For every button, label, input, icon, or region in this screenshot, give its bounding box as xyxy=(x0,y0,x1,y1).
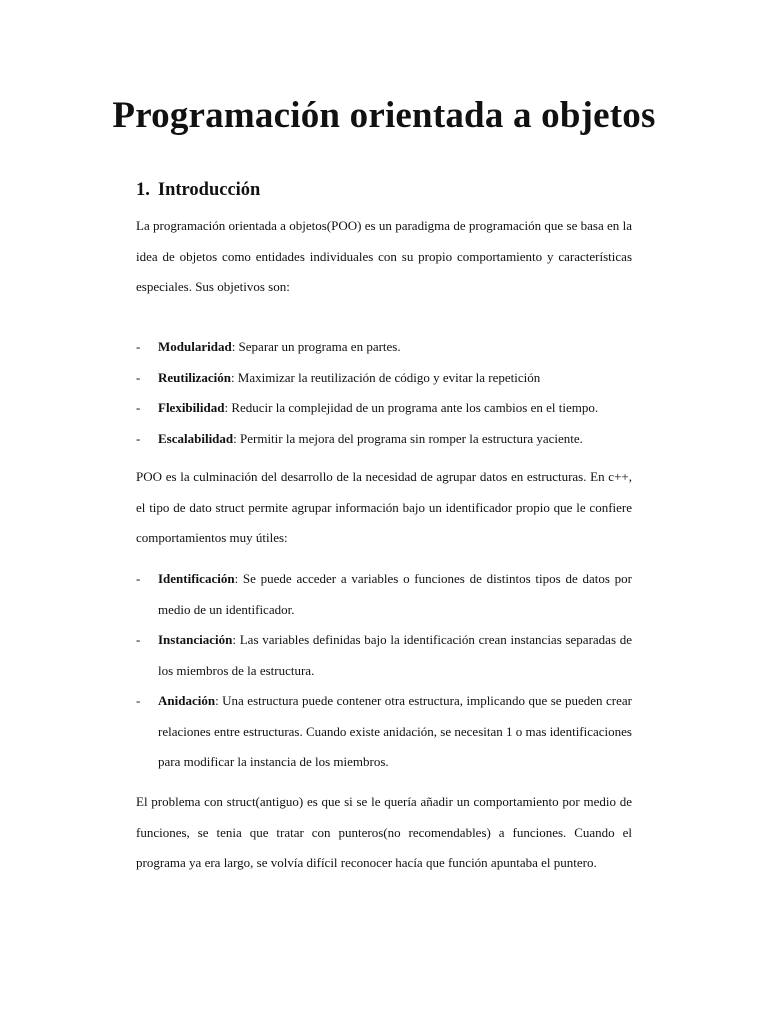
intro-paragraph: La programación orientada a objetos(POO) es un paradigma de programación que se basa en la idea de objetos como entidades individuales con su propio comportamiento y características especiales. Sus objetivos son: xyxy=(136,218,632,294)
problem-paragraph: El problema con struct(antiguo) es que si se le quería añadir un comportamiento por medio de funciones, se tenia que tratar con punteros(no recomendables) a funciones. Cuando el programa ya era largo, se volvía difícil reconocer hacía que función apuntaba el puntero. xyxy=(136,794,632,870)
list-item xyxy=(136,393,632,424)
document-title: Programación orientada a objetos xyxy=(112,95,656,136)
list-dash: - xyxy=(136,339,141,354)
list-item-text: : Separar un programa en partes. xyxy=(231,339,401,354)
list-item-term: Flexibilidad xyxy=(158,400,225,415)
list-item xyxy=(136,625,632,686)
list-item xyxy=(136,424,632,455)
section-heading-text: Introducción xyxy=(157,180,261,200)
list-dash: - xyxy=(136,693,141,708)
list-item-term: Anidación xyxy=(158,693,216,708)
list-item-term: Identificación xyxy=(158,571,235,586)
list-item-text: : Las variables definidas bajo la identificación crean instancias separadas de los miembros de la estructura. xyxy=(158,632,632,678)
poo-paragraph: POO es la culminación del desarrollo de la necesidad de agrupar datos en estructuras. En c++, el tipo de dato struct permite agrupar información bajo un identificador propio que le confiere comportamientos muy útiles: xyxy=(136,469,632,545)
list-item-text: : Permitir la mejora del programa sin romper la estructura yaciente. xyxy=(233,430,583,446)
list-item xyxy=(136,686,632,778)
list-item xyxy=(136,564,632,625)
struct-features-list xyxy=(136,564,632,778)
section-number: 1. xyxy=(136,180,150,200)
section-heading xyxy=(136,176,260,204)
list-item-term: Modularidad xyxy=(158,339,232,354)
list-dash: - xyxy=(136,430,141,446)
list-item xyxy=(136,363,632,394)
list-dash: - xyxy=(136,632,141,647)
list-dash: - xyxy=(136,400,141,415)
list-item-text: : Se puede acceder a variables o funciones de distintos tipos de datos por medio de un identificador. xyxy=(158,571,632,617)
list-item-term: Instanciación xyxy=(158,632,233,647)
list-item-term: Escalabilidad xyxy=(158,430,234,446)
list-item-text: : Maximizar la reutilización de código y evitar la repetición xyxy=(230,369,541,385)
list-item-term: Reutilización xyxy=(158,369,231,385)
list-dash: - xyxy=(136,571,141,586)
list-item xyxy=(136,332,632,363)
objectives-list xyxy=(136,332,632,454)
list-item-text: : Una estructura puede contener otra estructura, implicando que se pueden crear relaciones entre estructuras. Cuando existe anidación, se necesitan 1 o mas identificaciones para modificar la instancia de los miembros. xyxy=(158,693,632,769)
list-item-text: : Reducir la complejidad de un programa ante los cambios en el tiempo. xyxy=(224,400,599,415)
list-dash: - xyxy=(136,369,141,385)
